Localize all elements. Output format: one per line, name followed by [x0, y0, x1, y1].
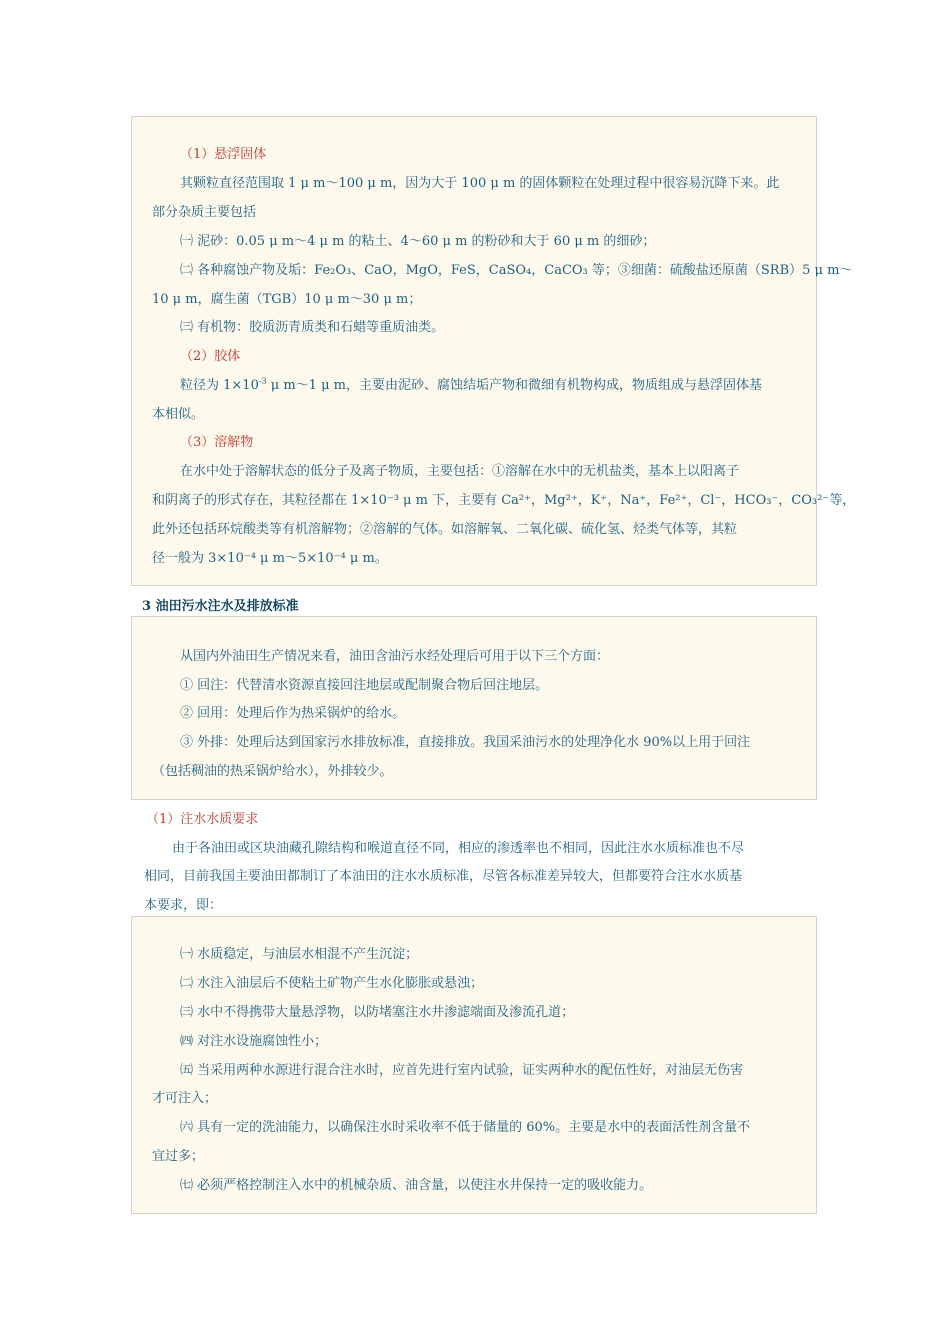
subheading-dissolved: （3）溶解物	[180, 435, 254, 450]
list-item: ㈤ 当采用两种水源进行混合注水时，应首先进行室内试验，证实两种水的配伍性好，对油层无伤害	[180, 1063, 744, 1078]
paragraph-line: 本相似。	[152, 407, 205, 422]
paragraph-line: 相同，目前我国主要油田都制订了本油田的注水水质标准，尽管各标准差异较大，但都要符合注水水质基	[144, 869, 743, 884]
list-item: ㈣ 对注水设施腐蚀性小；	[180, 1034, 328, 1049]
list-item: ㈠ 泥砂：0.05 μ m～4 μ m 的粘土、4～60 μ m 的粉砂和大于 60 μ m 的细砂；	[180, 234, 656, 249]
paragraph-line: 径一般为 3×10⁻⁴ μ m～5×10⁻⁴ μ m。	[152, 551, 388, 566]
paragraph-line: 和阴离子的形式存在，其粒径都在 1×10⁻³ μ m 下，主要有 Ca²⁺，Mg²⁺，K⁺，Na⁺，Fe²⁺，Cl⁻，HCO₃⁻，CO₃²⁻等，	[152, 493, 856, 508]
list-item: ㈥ 具有一定的洗油能力，以确保注水时采收率不低于储量的 60%。主要是水中的表面活性剂含量不	[180, 1120, 751, 1135]
list-item: ㈡ 各种腐蚀产物及垢：Fe₂O₃、CaO，MgO，FeS，CaSO₄，CaCO₃ 等；③细菌：硫酸盐还原菌（SRB）5 μ m～	[180, 263, 853, 278]
paragraph-line: 部分杂质主要包括	[152, 205, 257, 220]
list-item: ② 回用：处理后作为热采锅炉的给水。	[180, 706, 406, 721]
list-item: 才可注入；	[152, 1091, 218, 1106]
paragraph-line: 此外还包括环烷酸类等有机溶解物；②溶解的气体。如溶解氧、二氧化碳、硫化氢、烃类气体等，其粒	[152, 522, 738, 537]
subheading-colloid: （2）胶体	[180, 349, 241, 364]
list-item: ㈢ 水中不得携带大量悬浮物，以防堵塞注水井渗滤端面及渗流孔道；	[180, 1005, 575, 1020]
paragraph-line: 其颗粒直径范围取 1 μ m～100 μ m，因为大于 100 μ m 的固体颗粒在处理过程中很容易沉降下来。此	[180, 176, 780, 191]
paragraph-line: 本要求，即：	[144, 898, 223, 913]
paragraph-line: 由于各油田或区块油藏孔隙结构和喉道直径不同，相应的渗透率也不相同，因此注水水质标准也不尽	[172, 841, 745, 856]
list-item: 10 μ m，腐生菌（TGB）10 μ m～30 μ m；	[152, 292, 422, 307]
section-heading: 3 油田污水注水及排放标准	[142, 599, 299, 614]
paragraph-line: 在水中处于溶解状态的低分子及离子物质，主要包括：①溶解在水中的无机盐类，基本上以阳离子	[180, 464, 740, 479]
list-item: ③ 外排：处理后达到国家污水排放标准，直接排放。我国采油污水的处理净化水 90%以上用于回注	[180, 735, 751, 750]
subheading-injection-quality: （1）注水水质要求	[146, 812, 259, 827]
paragraph-line: 粒径为 $1\times 10^{-3}$ μ m～1 μ m，主要由泥砂、腐蚀结垢产物和微细有机物构成，物质组成与悬浮固体基	[180, 376, 762, 393]
list-item: ㈡ 水注入油层后不使粘土矿物产生水化膨胀或悬浊；	[180, 976, 484, 991]
list-item: （包括稠油的热采锅炉给水），外排较少。	[152, 764, 393, 779]
list-item: ① 回注：代替清水资源直接回注地层或配制聚合物后回注地层。	[180, 678, 549, 693]
list-item: ㈢ 有机物：胶质沥青质类和石蜡等重质油类。	[180, 320, 445, 335]
list-item: ㈦ 必须严格控制注入水中的机械杂质、油含量，以使注水井保持一定的吸收能力。	[180, 1178, 653, 1193]
subheading-suspended-solids: （1）悬浮固体	[180, 147, 267, 162]
list-item: ㈠ 水质稳定，与油层水相混不产生沉淀；	[180, 947, 419, 962]
paragraph-line: 从国内外油田生产情况来看，油田含油污水经处理后可用于以下三个方面：	[180, 649, 610, 664]
list-item: 宜过多；	[152, 1149, 205, 1164]
